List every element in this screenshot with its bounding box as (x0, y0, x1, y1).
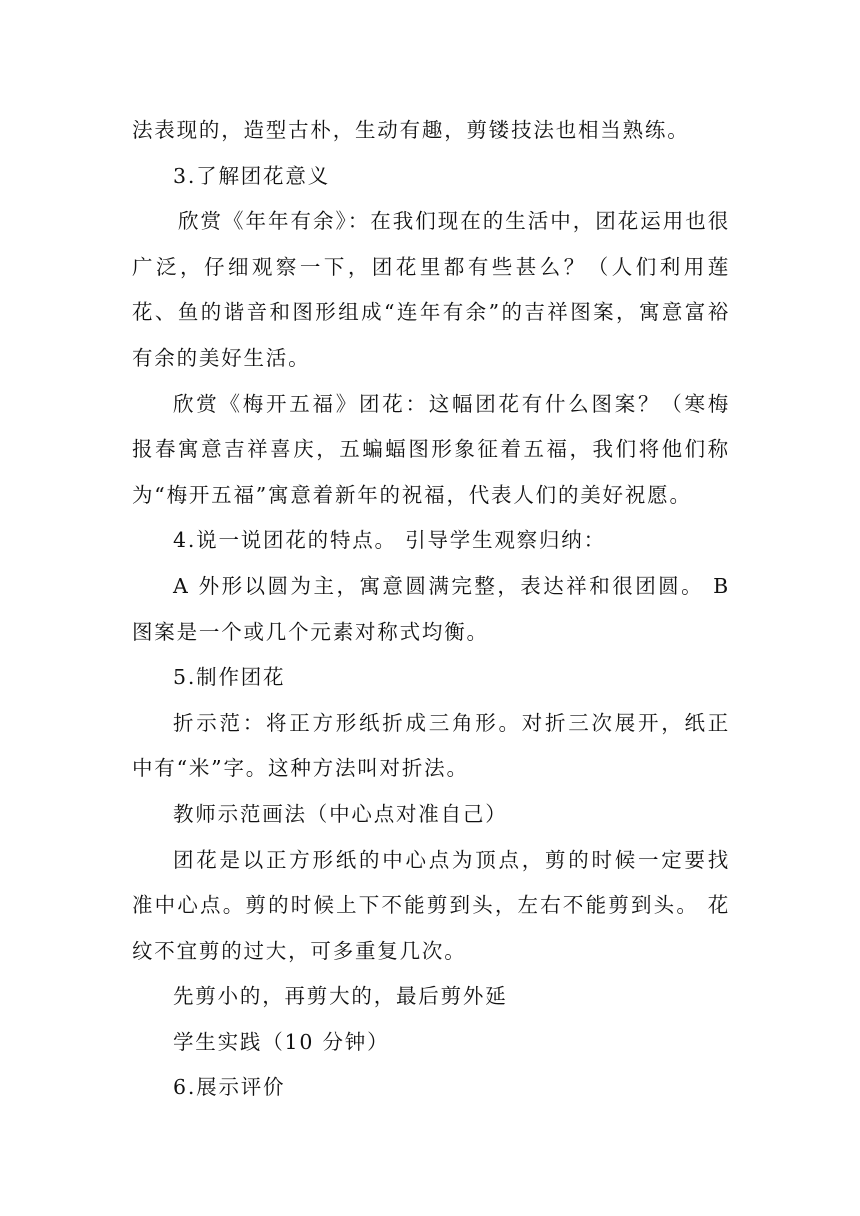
paragraph-teacher-demo: 教师示范画法（中心点对准自己） (173, 801, 508, 826)
paragraph-fold-demo: 折示范：将正方形纸折成三角形。对折三次展开，纸正中有“米”字。这种方法叫对折法。 (132, 710, 730, 781)
section-heading-4: 4.说一说团花的特点。 引导学生观察归纳： (173, 528, 606, 553)
paragraph-student-practice: 学生实践（10 分钟） (173, 1029, 390, 1054)
section-heading-6: 6.展示评价 (173, 1075, 286, 1100)
paragraph-features: A 外形以圆为主，寓意圆满完整，表达祥和很团圆。 B 图案是一个或几个元素对称式均衡。 (132, 573, 730, 644)
paragraph-continuation: 法表现的，造型古朴，生动有趣，剪镂技法也相当熟练。 (132, 118, 690, 142)
paragraph-cutting-tips: 团花是以正方形纸的中心点为顶点，剪的时候一定要找准中心点。剪的时候上下不能剪到头，左右不能剪到头。 花纹不宜剪的过大，可多重复几次。 (132, 847, 730, 963)
paragraph-meikaiwufu: 欣赏《梅开五福》团花：这幅团花有什么图案？（寒梅报春寓意吉祥喜庆，五蝙蝠图形象征着五福，我们将他们称为“梅开五福”寓意着新年的祝福，代表人们的美好祝愿。 (132, 391, 730, 507)
section-heading-5: 5.制作团花 (173, 665, 286, 690)
paragraph-niannianyouyu: 欣赏《年年有余》：在我们现在的生活中，团花运用也很广泛，仔细观察一下，团花里都有些甚么？（人们利用莲花、鱼的谐音和图形组成“连年有余”的吉祥图案，寓意富裕有余的美好生活。 (132, 209, 730, 370)
section-heading-3: 3.了解团花意义 (173, 163, 330, 188)
paragraph-cutting-order: 先剪小的，再剪大的，最后剪外延 (173, 984, 508, 1009)
